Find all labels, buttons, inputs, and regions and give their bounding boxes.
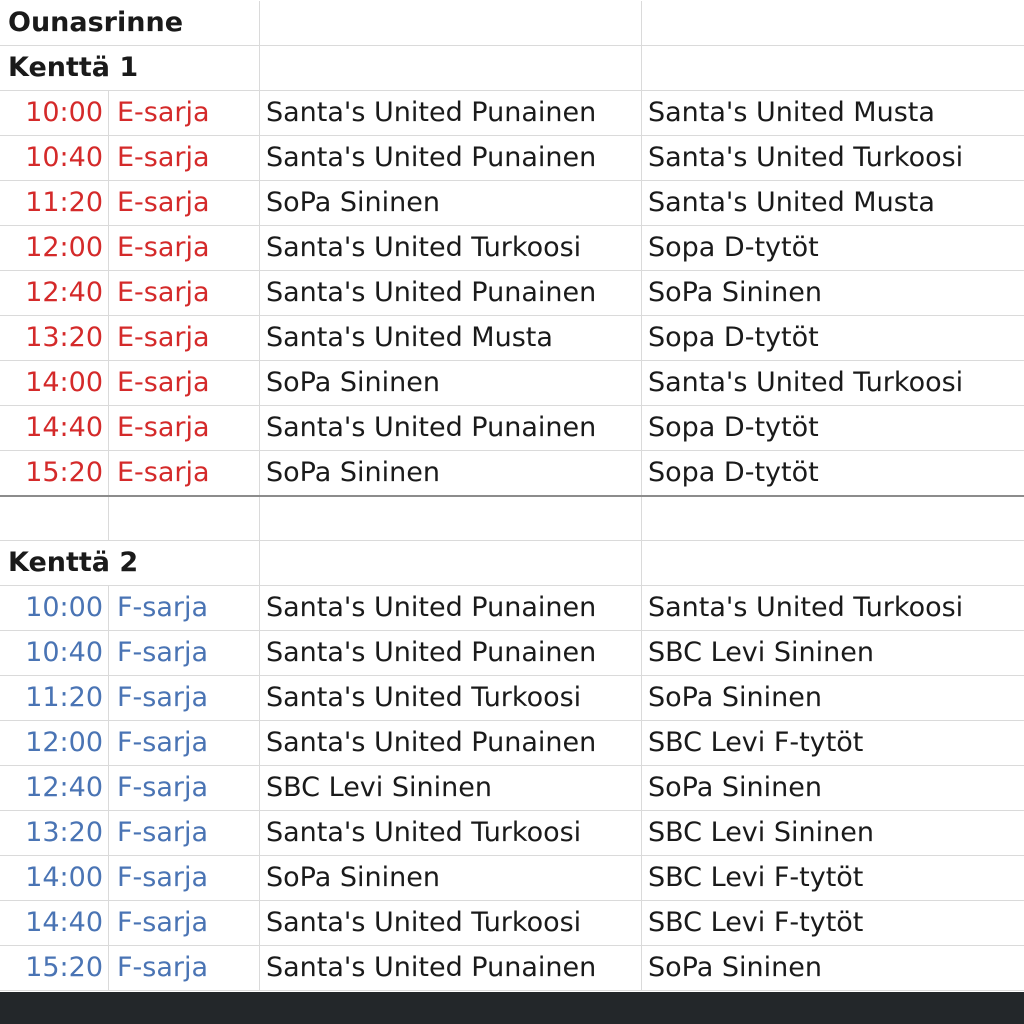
match-series-cell[interactable] [109,91,260,136]
match-row [0,676,1024,721]
match-row [0,316,1024,361]
away-team-cell[interactable] [642,181,1024,226]
match-time-cell[interactable] [0,136,109,181]
match-row [0,856,1024,901]
match-row [0,406,1024,451]
home-team-cell[interactable] [260,271,642,316]
match-row [0,91,1024,136]
match-series-cell[interactable] [109,586,260,631]
match-row [0,586,1024,631]
match-time: 12:40 [25,772,103,803]
match-series: F-sarja [117,772,209,803]
match-row [0,631,1024,676]
away-team: SoPa Sininen [648,952,822,983]
match-time-cell[interactable] [0,901,109,946]
match-row [0,226,1024,271]
away-team: SBC Levi F-tytöt [648,907,864,938]
away-team-cell[interactable] [642,856,1024,901]
home-team: Santa's United Punainen [266,277,597,308]
away-team-cell[interactable] [642,451,1024,496]
match-series-cell[interactable] [109,271,260,316]
match-time: 11:20 [25,682,103,713]
match-row [0,721,1024,766]
away-team: SBC Levi Sininen [648,817,874,848]
home-team-cell[interactable] [260,901,642,946]
home-team: Santa's United Punainen [266,97,597,128]
match-time-cell[interactable] [0,676,109,721]
home-team-cell[interactable] [260,631,642,676]
match-series-cell[interactable] [109,316,260,361]
match-series-cell[interactable] [109,946,260,991]
match-row [0,766,1024,811]
bottom-bar [0,992,1024,1024]
field-title-1 [0,46,1024,91]
away-team: Santa's United Turkoosi [648,592,964,623]
match-time: 12:00 [25,727,103,758]
empty-cell[interactable] [260,1,642,46]
match-time-cell[interactable] [0,271,109,316]
away-team-cell[interactable] [642,586,1024,631]
field-title-2 [0,541,1024,586]
match-series: F-sarja [117,682,209,713]
section-divider [0,495,1024,497]
away-team: Santa's United Turkoosi [648,367,964,398]
field-title-2-cell[interactable] [0,541,260,586]
match-row [0,136,1024,181]
away-team-cell[interactable] [642,316,1024,361]
match-time-cell[interactable] [0,946,109,991]
match-series-cell[interactable] [109,766,260,811]
match-series: E-sarja [117,457,210,488]
home-team-cell[interactable] [260,181,642,226]
venue-title [0,1,1024,46]
match-time: 14:40 [25,412,103,443]
match-time-cell[interactable] [0,811,109,856]
empty-cell[interactable] [109,496,260,541]
away-team: SBC Levi F-tytöt [648,727,864,758]
home-team: Santa's United Punainen [266,142,597,173]
match-time-cell[interactable] [0,406,109,451]
home-team-cell[interactable] [260,856,642,901]
home-team: Santa's United Punainen [266,952,597,983]
match-series-cell[interactable] [109,226,260,271]
match-time-cell[interactable] [0,361,109,406]
match-series-cell[interactable] [109,181,260,226]
away-team: Santa's United Turkoosi [648,142,964,173]
match-series-cell[interactable] [109,721,260,766]
match-time-cell[interactable] [0,631,109,676]
home-team: SoPa Sininen [266,187,440,218]
match-time: 15:20 [25,952,103,983]
home-team-cell[interactable] [260,721,642,766]
match-row [0,451,1024,496]
home-team: SoPa Sininen [266,457,440,488]
match-series-cell[interactable] [109,676,260,721]
match-time-cell[interactable] [0,316,109,361]
match-series-cell[interactable] [109,856,260,901]
match-series: F-sarja [117,637,209,668]
match-series: E-sarja [117,142,210,173]
away-team: Santa's United Musta [648,187,935,218]
match-series: F-sarja [117,592,209,623]
away-team-cell[interactable] [642,631,1024,676]
venue-title-cell[interactable] [0,1,260,46]
away-team-cell[interactable] [642,901,1024,946]
match-series: F-sarja [117,727,209,758]
home-team-cell[interactable] [260,361,642,406]
match-time-cell[interactable] [0,721,109,766]
match-time: 10:40 [25,637,103,668]
match-row [0,361,1024,406]
match-series: E-sarja [117,277,210,308]
away-team: SBC Levi F-tytöt [648,862,864,893]
away-team-cell[interactable] [642,361,1024,406]
match-time: 14:00 [25,862,103,893]
empty-cell[interactable] [260,541,642,586]
empty-cell[interactable] [642,46,1024,91]
match-series-cell[interactable] [109,631,260,676]
match-series-cell[interactable] [109,406,260,451]
empty-cell[interactable] [642,496,1024,541]
away-team: SoPa Sininen [648,277,822,308]
match-time: 13:20 [25,817,103,848]
match-series: E-sarja [117,97,210,128]
match-time: 12:00 [25,232,103,263]
match-row [0,271,1024,316]
empty-cell[interactable] [260,46,642,91]
match-series: E-sarja [117,187,210,218]
home-team-cell[interactable] [260,946,642,991]
away-team-cell[interactable] [642,721,1024,766]
match-time-cell[interactable] [0,91,109,136]
home-team: Santa's United Turkoosi [266,817,582,848]
home-team: Santa's United Punainen [266,592,597,623]
away-team: SoPa Sininen [648,772,822,803]
away-team-cell[interactable] [642,766,1024,811]
home-team: Santa's United Punainen [266,727,597,758]
match-time: 14:00 [25,367,103,398]
home-team: Santa's United Punainen [266,637,597,668]
match-time-cell[interactable] [0,856,109,901]
away-team: Santa's United Musta [648,97,935,128]
home-team: Santa's United Punainen [266,412,597,443]
match-series: F-sarja [117,952,209,983]
away-team-cell[interactable] [642,811,1024,856]
home-team: Santa's United Musta [266,322,553,353]
home-team-cell[interactable] [260,586,642,631]
home-team-cell[interactable] [260,136,642,181]
match-row [0,811,1024,856]
away-team-cell[interactable] [642,91,1024,136]
match-series: E-sarja [117,322,210,353]
match-time: 11:20 [25,187,103,218]
match-row [0,181,1024,226]
match-series: F-sarja [117,907,209,938]
match-time: 10:00 [25,592,103,623]
match-row [0,946,1024,991]
away-team-cell[interactable] [642,226,1024,271]
away-team: Sopa D-tytöt [648,457,819,488]
home-team: Santa's United Turkoosi [266,907,582,938]
empty-cell[interactable] [0,496,109,541]
home-team-cell[interactable] [260,91,642,136]
field-title-2-label: Kenttä 2 [8,547,139,578]
match-time: 13:20 [25,322,103,353]
match-time-cell[interactable] [0,766,109,811]
match-series-cell[interactable] [109,901,260,946]
match-series-cell[interactable] [109,811,260,856]
match-series: E-sarja [117,232,210,263]
empty-cell[interactable] [642,541,1024,586]
away-team-cell[interactable] [642,406,1024,451]
match-time: 10:40 [25,142,103,173]
away-team-cell[interactable] [642,946,1024,991]
empty-cell[interactable] [260,496,642,541]
home-team: SoPa Sininen [266,367,440,398]
home-team-cell[interactable] [260,316,642,361]
home-team-cell[interactable] [260,226,642,271]
match-series: F-sarja [117,817,209,848]
away-team: SoPa Sininen [648,682,822,713]
away-team-cell[interactable] [642,136,1024,181]
match-time-cell[interactable] [0,181,109,226]
away-team: Sopa D-tytöt [648,322,819,353]
match-time-cell[interactable] [0,586,109,631]
match-time: 10:00 [25,97,103,128]
match-series-cell[interactable] [109,451,260,496]
match-series: E-sarja [117,367,210,398]
away-team: SBC Levi Sininen [648,637,874,668]
match-row [0,901,1024,946]
away-team-cell[interactable] [642,676,1024,721]
home-team-cell[interactable] [260,766,642,811]
away-team-cell[interactable] [642,271,1024,316]
home-team: SoPa Sininen [266,862,440,893]
match-series-cell[interactable] [109,361,260,406]
match-time: 14:40 [25,907,103,938]
home-team-cell[interactable] [260,676,642,721]
home-team: Santa's United Turkoosi [266,682,582,713]
spacer-row [0,496,1024,541]
empty-cell[interactable] [642,1,1024,46]
away-team: Sopa D-tytöt [648,232,819,263]
venue-title-label: Ounasrinne [8,7,184,38]
away-team: Sopa D-tytöt [648,412,819,443]
field-title-1-label: Kenttä 1 [8,52,139,83]
match-series: F-sarja [117,862,209,893]
match-time: 15:20 [25,457,103,488]
match-time-cell[interactable] [0,226,109,271]
home-team: Santa's United Turkoosi [266,232,582,263]
home-team-cell[interactable] [260,451,642,496]
field-title-1-cell[interactable] [0,46,260,91]
match-time: 12:40 [25,277,103,308]
home-team-cell[interactable] [260,811,642,856]
home-team-cell[interactable] [260,406,642,451]
match-series-cell[interactable] [109,136,260,181]
match-series: E-sarja [117,412,210,443]
home-team: SBC Levi Sininen [266,772,492,803]
match-time-cell[interactable] [0,451,109,496]
